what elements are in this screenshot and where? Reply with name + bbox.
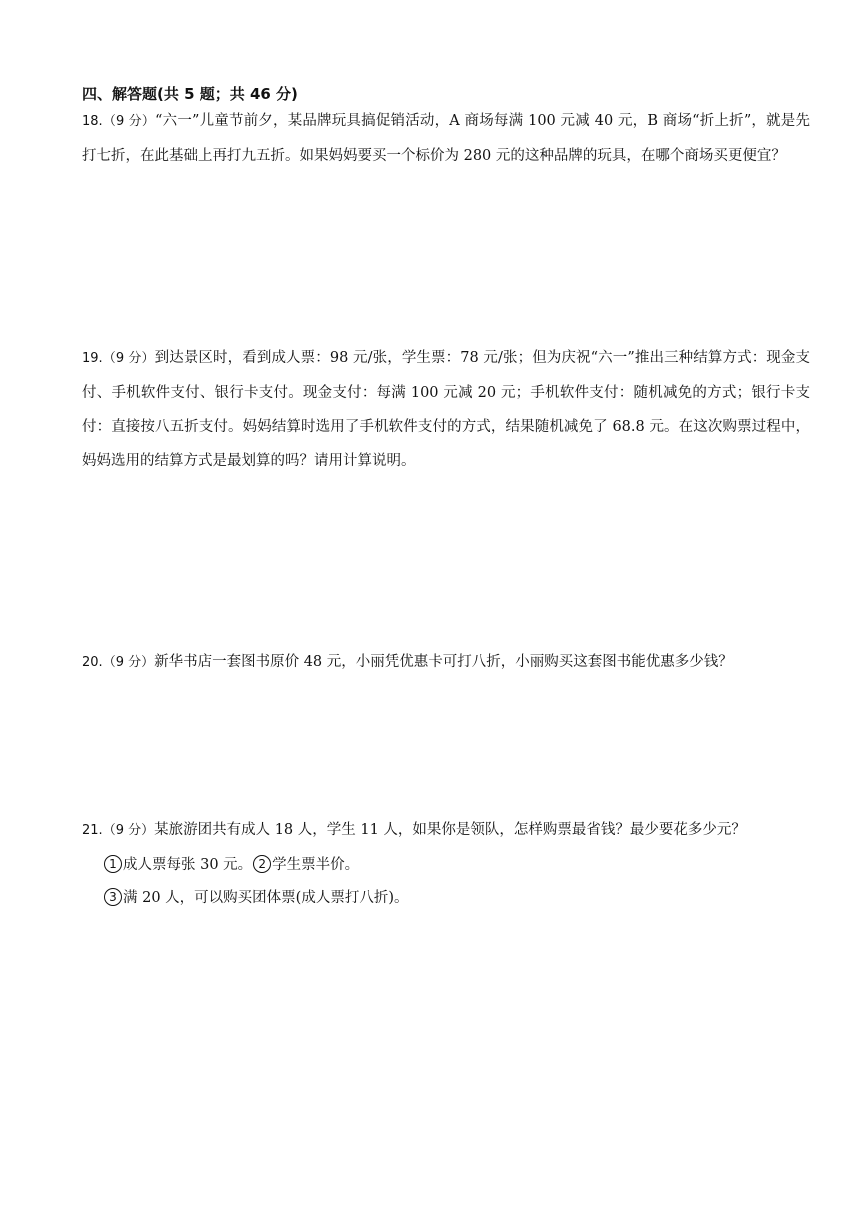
question-text: 新华书店一套图书原价 48 元，小丽凭优惠卡可打八折，小丽购买这套图书能优惠多少钱？ [154,654,733,670]
question-text: 到达景区时，看到成人票：98 元/张，学生票：78 元/张；但为庆祝“六一”推出三种结算方式：现金支付、手机软件支付、银行卡支付。现金支付：每满 100 元减 20 元；手机软件支付：随机减免的方式；银行卡支付：直接按八五折支付。妈妈结算时选用了手机软件支付的方式，结果随机减免了 68.8 元。在这次购票过程中，妈妈选用的结算方式是最划算的吗？请用计算说明。 [82,350,811,469]
question-score: （9 分） [102,823,155,838]
question-18 [82,104,810,173]
condition-line-1 [104,853,359,877]
question-text: 某旅游团共有成人 18 人，学生 11 人，如果你是领队，怎样购票最省钱？最少要花多少元？ [154,822,746,838]
question-number: 20. [82,655,103,670]
question-number: 21. [82,823,103,838]
section-title: 四、解答题(共 5 题；共 46 分) [82,85,298,103]
circled-number-3: 3 [104,888,122,906]
condition-text: 满 20 人，可以购买团体票(成人票打八折)。 [123,890,409,906]
condition-text: 学生票半价。 [272,857,360,873]
condition-text: 成人票每张 30 元。 [123,857,253,873]
condition-line-2 [104,886,408,910]
question-score: （9 分） [102,351,155,366]
question-20 [82,645,810,680]
question-text: “六一”儿童节前夕，某品牌玩具搞促销活动，A 商场每满 100 元减 40 元，B 商场“折上折”，就是先打七折，在此基础上再打九五折。如果妈妈要买一个标价为 280 元的这种品牌的玩具，在哪个商场买更便宜？ [82,113,810,164]
circled-number-1: 1 [104,855,122,873]
circled-number-2: 2 [253,855,271,873]
question-number: 19. [82,351,103,366]
question-number: 18. [82,114,103,129]
question-score: （9 分） [102,114,156,129]
question-21 [82,813,810,848]
question-19 [82,341,810,478]
question-score: （9 分） [102,655,155,670]
